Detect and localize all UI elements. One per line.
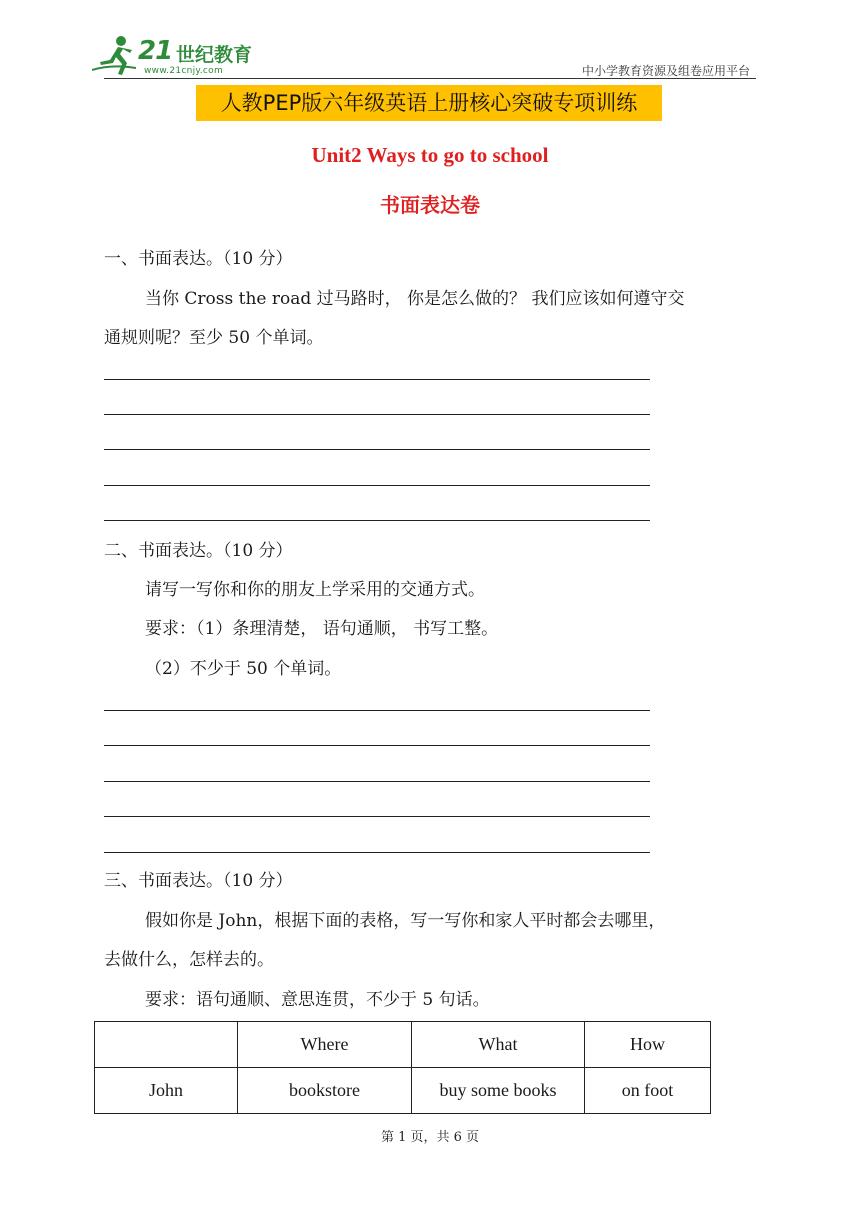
writing-line xyxy=(104,449,650,450)
section1-prompt-line2: 通规则呢？至少 50 个单词。 xyxy=(104,328,324,348)
writing-line xyxy=(104,710,650,711)
section1-prompt-line1: 当你 Cross the road 过马路时， 你是怎么做的？ 我们应该如何遵守交 xyxy=(145,289,685,309)
section3-prompt-line2: 去做什么，怎样去的。 xyxy=(104,950,274,970)
table-header-cell xyxy=(95,1022,238,1068)
logo-url: www.21cnjy.com xyxy=(144,66,224,76)
page-footer: 第 1 页，共 6 页 xyxy=(380,1130,480,1145)
table-cell: buy some books xyxy=(412,1068,585,1114)
paper-subtitle: 书面表达卷 xyxy=(380,193,480,217)
table-cell: John xyxy=(95,1068,238,1114)
section2-requirement-1: 要求：（1）条理清楚， 语句通顺， 书写工整。 xyxy=(145,619,499,639)
section2-heading: 二、书面表达。（10 分） xyxy=(104,541,293,561)
table-row xyxy=(95,1068,711,1114)
writing-line xyxy=(104,781,650,782)
writing-line xyxy=(104,852,650,853)
table-header-cell: Where xyxy=(238,1022,412,1068)
writing-line xyxy=(104,414,650,415)
logo-21cnjy xyxy=(92,34,262,78)
table-cell: on foot xyxy=(585,1068,711,1114)
section3-requirement: 要求：语句通顺、意思连贯，不少于 5 句话。 xyxy=(145,990,490,1010)
table-header-cell: How xyxy=(585,1022,711,1068)
writing-line xyxy=(104,745,650,746)
writing-line xyxy=(104,816,650,817)
section2-prompt-line1: 请写一写你和你的朋友上学采用的交通方式。 xyxy=(145,580,485,600)
logo-number: 21 xyxy=(138,36,173,66)
writing-line xyxy=(104,485,650,486)
unit-title: Unit2 Ways to go to school xyxy=(311,143,549,167)
platform-name: 中小学教育资源及组卷应用平台 xyxy=(581,64,750,78)
writing-line xyxy=(104,520,650,521)
page-title: 人教PEP版六年级英语上册核心突破专项训练 xyxy=(220,91,638,115)
section2-requirement-2: （2）不少于 50 个单词。 xyxy=(145,659,342,679)
info-table xyxy=(94,1021,711,1114)
table-header-cell: What xyxy=(412,1022,585,1068)
logo-chinese-name: 世纪教育 xyxy=(176,44,253,66)
section3-heading: 三、书面表达。（10 分） xyxy=(104,871,293,891)
header-divider xyxy=(104,78,756,79)
runner-icon xyxy=(92,34,138,78)
section1-heading: 一、书面表达。（10 分） xyxy=(104,249,293,269)
table-cell: bookstore xyxy=(238,1068,412,1114)
writing-line xyxy=(104,379,650,380)
section3-prompt-line1: 假如你是 John，根据下面的表格，写一写你和家人平时都会去哪里， xyxy=(145,911,666,931)
table-header-row xyxy=(95,1022,711,1068)
